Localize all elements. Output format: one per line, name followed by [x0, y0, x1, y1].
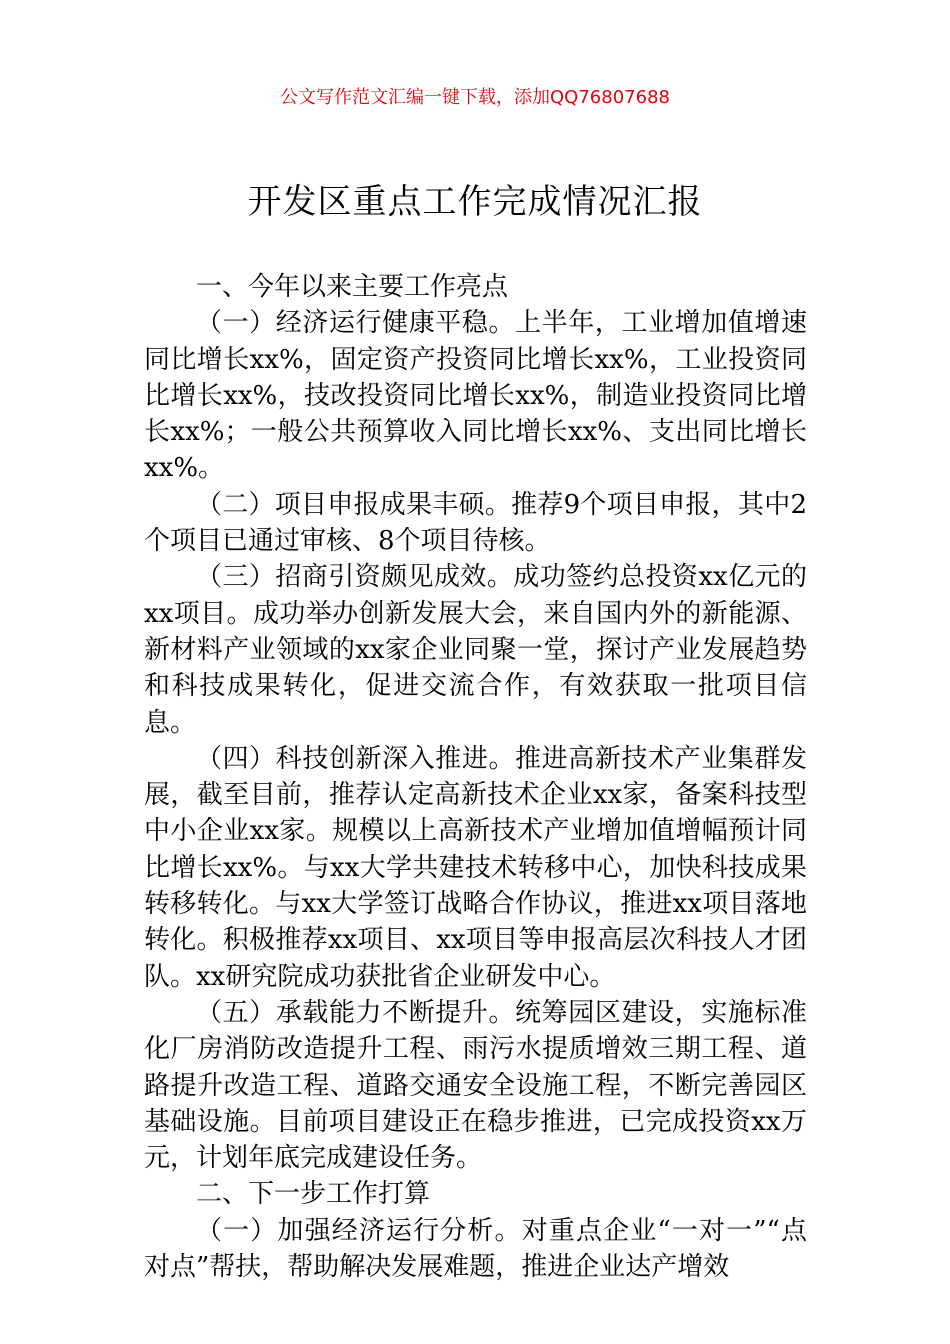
document-body	[144, 269, 807, 1285]
paragraph-projects: （二）项目申报成果丰硕。推荐9个项目申报，其中2个项目已通过审核、8个项目待核。	[144, 489, 807, 557]
paragraph-innovation: （四）科技创新深入推进。推进高新技术产业集群发展，截至目前，推荐认定高新技术企业xx家，备案科技型中小企业xx家。规模以上高新技术产业增加值增幅预计同比增长xx%。与xx大学共建技术转移中心，加快科技成果转移转化。与xx大学签订战略合作协议，推进xx项目落地转化。积极推荐xx项目、xx项目等申报高层次科技人才团队。xx研究院成功获批省企业研发中心。	[144, 743, 807, 992]
paragraph-investment: （三）招商引资颇见成效。成功签约总投资xx亿元的xx项目。成功举办创新发展大会，来自国内外的新能源、新材料产业领域的xx家企业同聚一堂，探讨产业发展趋势和科技成果转化，促进交流合作，有效获取一批项目信息。	[144, 562, 807, 738]
section-heading-1: 一、今年以来主要工作亮点	[196, 272, 509, 302]
paragraph-economy: （一）经济运行健康平稳。上半年，工业增加值增速同比增长xx%，固定资产投资同比增长xx%，工业投资同比增长xx%，技改投资同比增长xx%，制造业投资同比增长xx%；一般公共预算收入同比增长xx%、支出同比增长xx%。	[144, 308, 807, 484]
section-heading-2: 二、下一步工作打算	[196, 1179, 431, 1210]
paragraph-capacity: （五）承载能力不断提升。统筹园区建设，实施标准化厂房消防改造提升工程、雨污水提质增效三期工程、道路提升改造工程、道路交通安全设施工程，不断完善园区基础设施。目前项目建设正在稳步推进，已完成投资xx万元，计划年底完成建设任务。	[144, 997, 807, 1174]
page-title: 开发区重点工作完成情况汇报	[247, 182, 703, 222]
paragraph-next-step-1: （一）加强经济运行分析。对重点企业“一对一”“点对点”帮扶，帮助解决发展难题，推进企业达产增效	[144, 1215, 807, 1283]
download-banner[interactable]: 公文写作范文汇编一键下载，添加QQ76807688	[280, 87, 670, 108]
